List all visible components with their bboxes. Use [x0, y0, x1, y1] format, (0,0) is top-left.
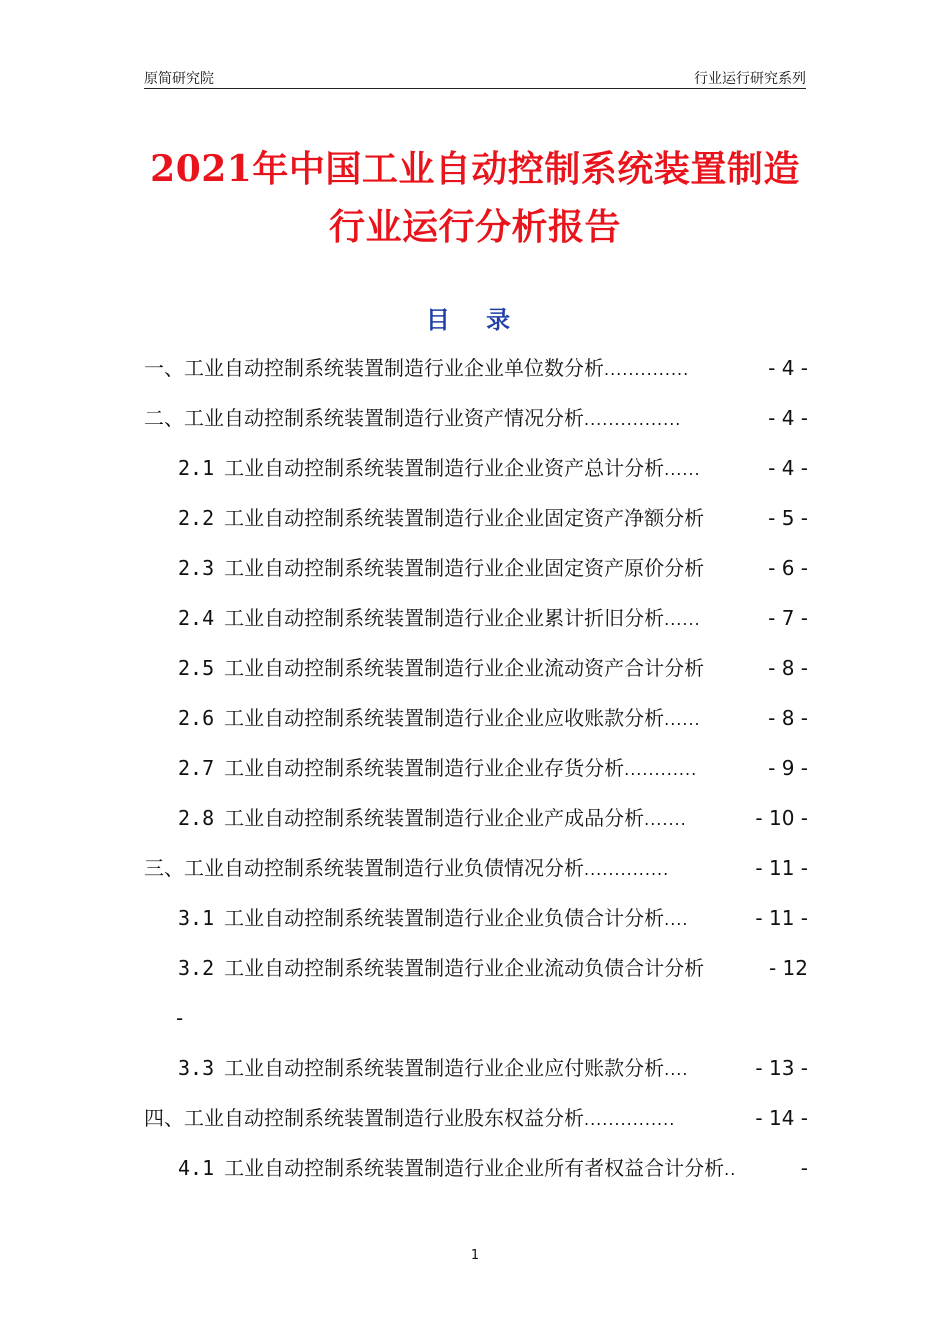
toc-entry-number: 3.3	[178, 1056, 215, 1080]
toc-entry-label: 二、工业自动控制系统装置制造行业资产情况分析	[144, 406, 584, 430]
toc-entry-label: 工业自动控制系统装置制造行业企业固定资产净额分析	[224, 506, 705, 530]
toc-entry-leader: ..............	[604, 360, 690, 379]
toc-entry-page: - 4 -	[768, 356, 808, 380]
toc-entry[interactable]	[144, 352, 808, 381]
toc-entry[interactable]	[178, 752, 808, 781]
toc-entry-label: 三、工业自动控制系统装置制造行业负债情况分析	[144, 856, 584, 880]
toc-entry-number: 2.6	[178, 706, 215, 730]
toc-entry-label: 工业自动控制系统装置制造行业企业产成品分析	[224, 806, 645, 830]
title-line-2: 行业运行分析报告	[328, 206, 621, 248]
toc-entry-leader: ..............	[584, 860, 670, 879]
toc-entry-number: 2.4	[178, 606, 215, 630]
page-number: 1	[470, 1248, 480, 1263]
toc-entry[interactable]	[178, 502, 808, 531]
page-header	[144, 66, 806, 89]
toc-entry[interactable]	[178, 952, 808, 981]
toc-entry-page: - 10 -	[755, 806, 808, 830]
toc-entry-number: 2.7	[178, 756, 215, 780]
toc-entry-label: 工业自动控制系统装置制造行业企业流动资产合计分析	[224, 656, 705, 680]
toc-entry-leader: ............	[624, 760, 698, 779]
toc-entry-label: 一、工业自动控制系统装置制造行业企业单位数分析	[144, 356, 604, 380]
toc-entry[interactable]	[178, 902, 808, 931]
toc-entry-number: 2.5	[178, 656, 215, 680]
toc-entry-leader: ......	[664, 460, 701, 479]
toc-entry-number: 3.2	[178, 956, 215, 980]
toc-entry[interactable]	[178, 802, 808, 831]
toc-entry[interactable]	[144, 402, 808, 431]
toc-entry-label: 工业自动控制系统装置制造行业企业所有者权益合计分析	[224, 1156, 725, 1180]
toc-entry-number: 2.1	[178, 456, 215, 480]
toc-entry-label: 工业自动控制系统装置制造行业企业存货分析	[224, 756, 625, 780]
toc-entry-page: - 11 -	[755, 906, 808, 930]
toc-entry-number: 4.1	[178, 1156, 215, 1180]
toc-entry-label: 工业自动控制系统装置制造行业企业累计折旧分析	[224, 606, 665, 630]
toc-entry-label: 工业自动控制系统装置制造行业企业应付账款分析	[224, 1056, 665, 1080]
toc-entry-leader: ....	[664, 910, 689, 929]
toc-entry[interactable]	[178, 552, 808, 581]
toc-entry-page: - 7 -	[768, 606, 808, 630]
toc-heading: 目 录	[425, 306, 525, 334]
toc-entry[interactable]	[144, 1102, 808, 1131]
toc-entry[interactable]	[178, 452, 808, 481]
toc-entry-label: 工业自动控制系统装置制造行业企业固定资产原价分析	[224, 556, 705, 580]
toc-entry-number: 2.3	[178, 556, 215, 580]
toc-entry-page: - 13 -	[755, 1056, 808, 1080]
toc-entry-label: 工业自动控制系统装置制造行业企业资产总计分析	[224, 456, 665, 480]
toc-entry-leader: ......	[664, 710, 701, 729]
toc-entry-label: 四、工业自动控制系统装置制造行业股东权益分析	[144, 1106, 584, 1130]
toc-entry-page: - 9 -	[768, 756, 808, 780]
toc-entry-label: 工业自动控制系统装置制造行业企业应收账款分析	[224, 706, 665, 730]
toc-entry-label: 工业自动控制系统装置制造行业企业负债合计分析	[224, 906, 665, 930]
title-line-1: 2021年中国工业自动控制系统装置制造	[150, 148, 800, 190]
toc-wrap-dash: -	[176, 1006, 184, 1030]
toc-entry-page: - 4 -	[768, 406, 808, 430]
toc-entry[interactable]	[144, 852, 808, 881]
toc-entry-page: - 8 -	[768, 656, 808, 680]
toc-entry-leader: ..	[724, 1160, 737, 1179]
toc-entry-leader: ...............	[584, 1110, 676, 1129]
header-org: 原简研究院	[144, 71, 214, 87]
toc-entry-leader: ....	[664, 1060, 689, 1079]
toc-entry-number: 2.2	[178, 506, 215, 530]
toc-entry-label: 工业自动控制系统装置制造行业企业流动负债合计分析	[224, 956, 705, 980]
toc-entry-leader: .......	[644, 810, 687, 829]
toc-entry-page: -	[800, 1156, 808, 1180]
toc-entry[interactable]	[178, 1052, 808, 1081]
toc-entry[interactable]	[178, 702, 808, 731]
header-series: 行业运行研究系列	[694, 71, 806, 87]
toc-entry-page: - 4 -	[768, 456, 808, 480]
toc-entry-page: - 8 -	[768, 706, 808, 730]
toc-entry-page: - 11 -	[755, 856, 808, 880]
toc-entry-leader: ................	[584, 410, 682, 429]
toc-entry[interactable]	[178, 602, 808, 631]
toc-entry-number: 2.8	[178, 806, 215, 830]
toc-entry-page: - 5 -	[768, 506, 808, 530]
toc-entry[interactable]	[178, 1152, 808, 1181]
document-title	[120, 140, 830, 256]
toc-entry[interactable]	[178, 652, 808, 681]
toc-entry-leader: ......	[664, 610, 701, 629]
toc-entry-page: - 12	[768, 956, 808, 980]
toc-entry-page: - 6 -	[768, 556, 808, 580]
toc-entry-page: - 14 -	[755, 1106, 808, 1130]
toc-entry-number: 3.1	[178, 906, 215, 930]
